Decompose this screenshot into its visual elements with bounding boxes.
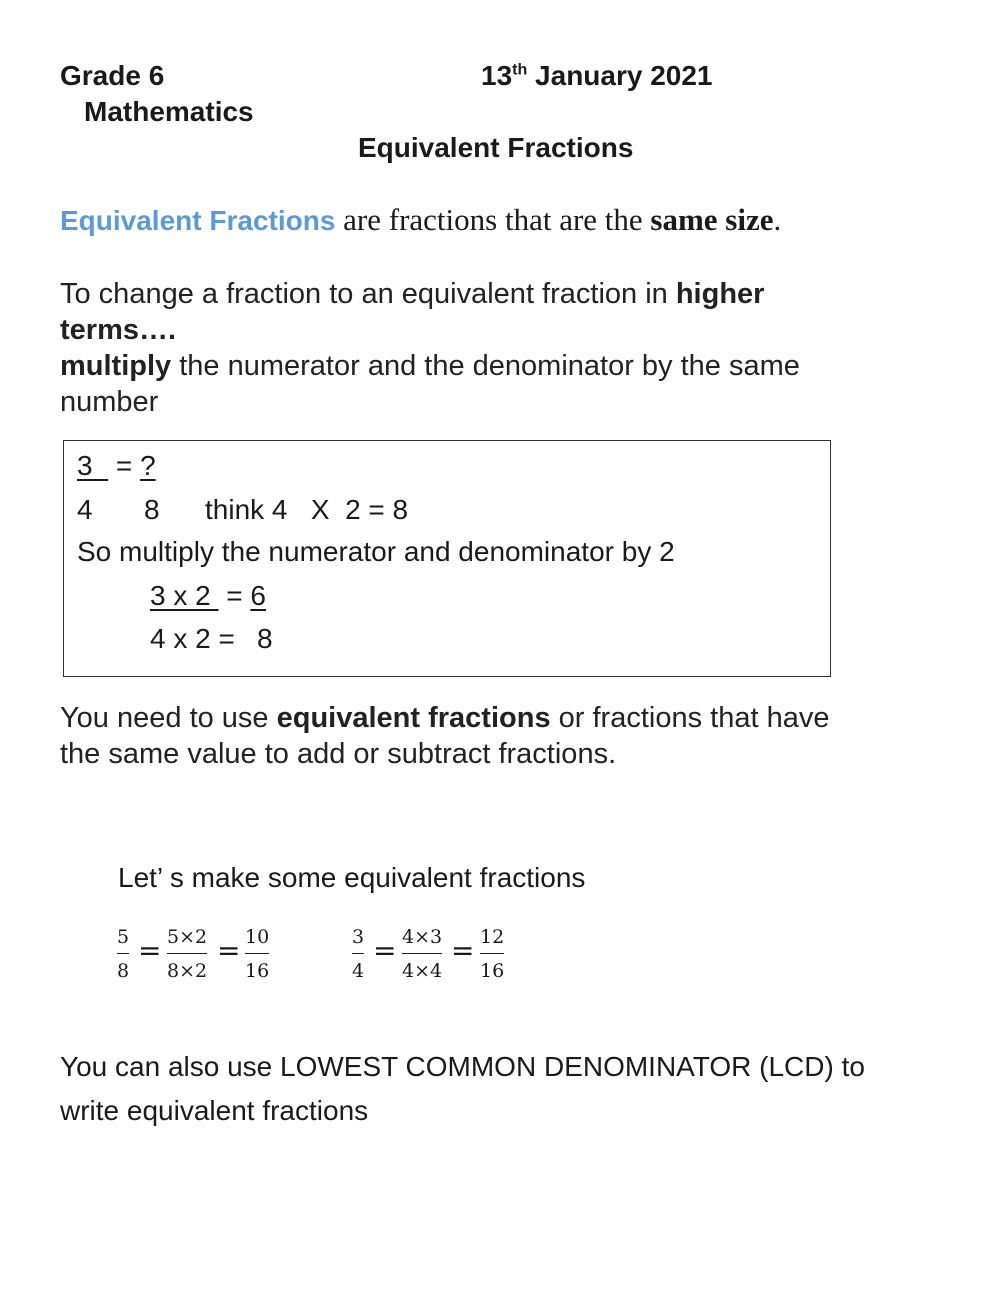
date-suffix: th [512, 61, 528, 79]
example1-fraction-1 [117, 928, 129, 981]
example2-fraction-3 [480, 928, 504, 981]
example-row4-left: 3 x 2 [150, 580, 219, 611]
higher-terms-line2: terms…. [60, 314, 177, 346]
date-rest: January 2021 [527, 60, 713, 91]
equals-sign: = [373, 934, 397, 967]
page-title: Equivalent Fractions [358, 132, 634, 163]
subject-label: Mathematics [84, 96, 254, 127]
fraction-denominator: 8 [117, 960, 130, 982]
fraction-denominator: 8×2 [167, 960, 208, 982]
fraction-denominator: 4×4 [402, 960, 443, 982]
fraction-denominator: 4 [352, 960, 365, 982]
lcd-line1: You can also use LOWEST COMMON DENOMINATOR (LCD) to [60, 1051, 865, 1082]
fraction-numerator: 5 [117, 926, 130, 948]
usage-line1-pre: You need to use [60, 702, 277, 734]
fraction-numerator: 12 [480, 926, 505, 948]
higher-terms-line4: number [60, 386, 159, 418]
example-row2-think: think 4 X 2 = 8 [205, 494, 409, 525]
higher-terms-line1-pre: To change a fraction to an equivalent fraction in [60, 278, 676, 310]
grade-label: Grade 6 [60, 60, 165, 91]
definition-end: . [773, 202, 782, 237]
example-row1-q: ? [140, 450, 156, 481]
definition-bold: same size [650, 202, 774, 237]
definition-term: Equivalent Fractions [60, 205, 336, 236]
date-label [481, 60, 713, 92]
example-row1 [77, 450, 156, 482]
make-some-heading: Let’ s make some equivalent fractions [118, 862, 586, 893]
definition-mid: are fractions that are the [335, 202, 651, 237]
example-row2-b: 8 [144, 494, 160, 525]
example-row1-num: 3 [77, 450, 109, 481]
higher-terms-multiply: multiply [60, 350, 172, 382]
higher-terms-line3-rest: the numerator and the denominator by the same [171, 350, 800, 382]
fraction-numerator: 4×3 [402, 926, 443, 948]
example-row3: So multiply the numerator and denominator by 2 [77, 536, 675, 567]
fraction-denominator: 16 [480, 960, 505, 982]
date-day: 13 [481, 60, 513, 91]
fraction-denominator: 16 [245, 960, 270, 982]
usage-line1-post: or fractions that have [550, 702, 830, 734]
fraction-numerator: 3 [352, 926, 365, 948]
example1-fraction-3 [245, 928, 269, 981]
example-row4-right: 6 [250, 580, 266, 611]
higher-terms-line1 [60, 278, 764, 311]
example2-fraction-1 [352, 928, 364, 981]
usage-line1-bold: equivalent fractions [276, 702, 551, 734]
example-row2-a: 4 [77, 494, 93, 525]
usage-line2: the same value to add or subtract fractions. [60, 738, 617, 770]
example-row4 [150, 580, 266, 612]
example-row5-left: 4 x 2 = [150, 623, 235, 654]
example-row1-eq: = [108, 450, 141, 481]
equals-sign: = [451, 934, 475, 967]
example-row4-eq: = [218, 580, 251, 611]
example1-fraction-2 [167, 928, 207, 981]
definition-line [60, 202, 781, 238]
fraction-numerator: 10 [245, 926, 270, 948]
example-row5-right: 8 [257, 623, 273, 654]
higher-terms-line3 [60, 350, 800, 383]
usage-line1 [60, 702, 829, 735]
fraction-numerator: 5×2 [167, 926, 208, 948]
higher-terms-line1-bold: higher [675, 278, 765, 310]
example2-fraction-2 [402, 928, 442, 981]
equals-sign: = [138, 934, 162, 967]
equals-sign: = [217, 934, 241, 967]
lcd-line2: write equivalent fractions [60, 1095, 369, 1126]
